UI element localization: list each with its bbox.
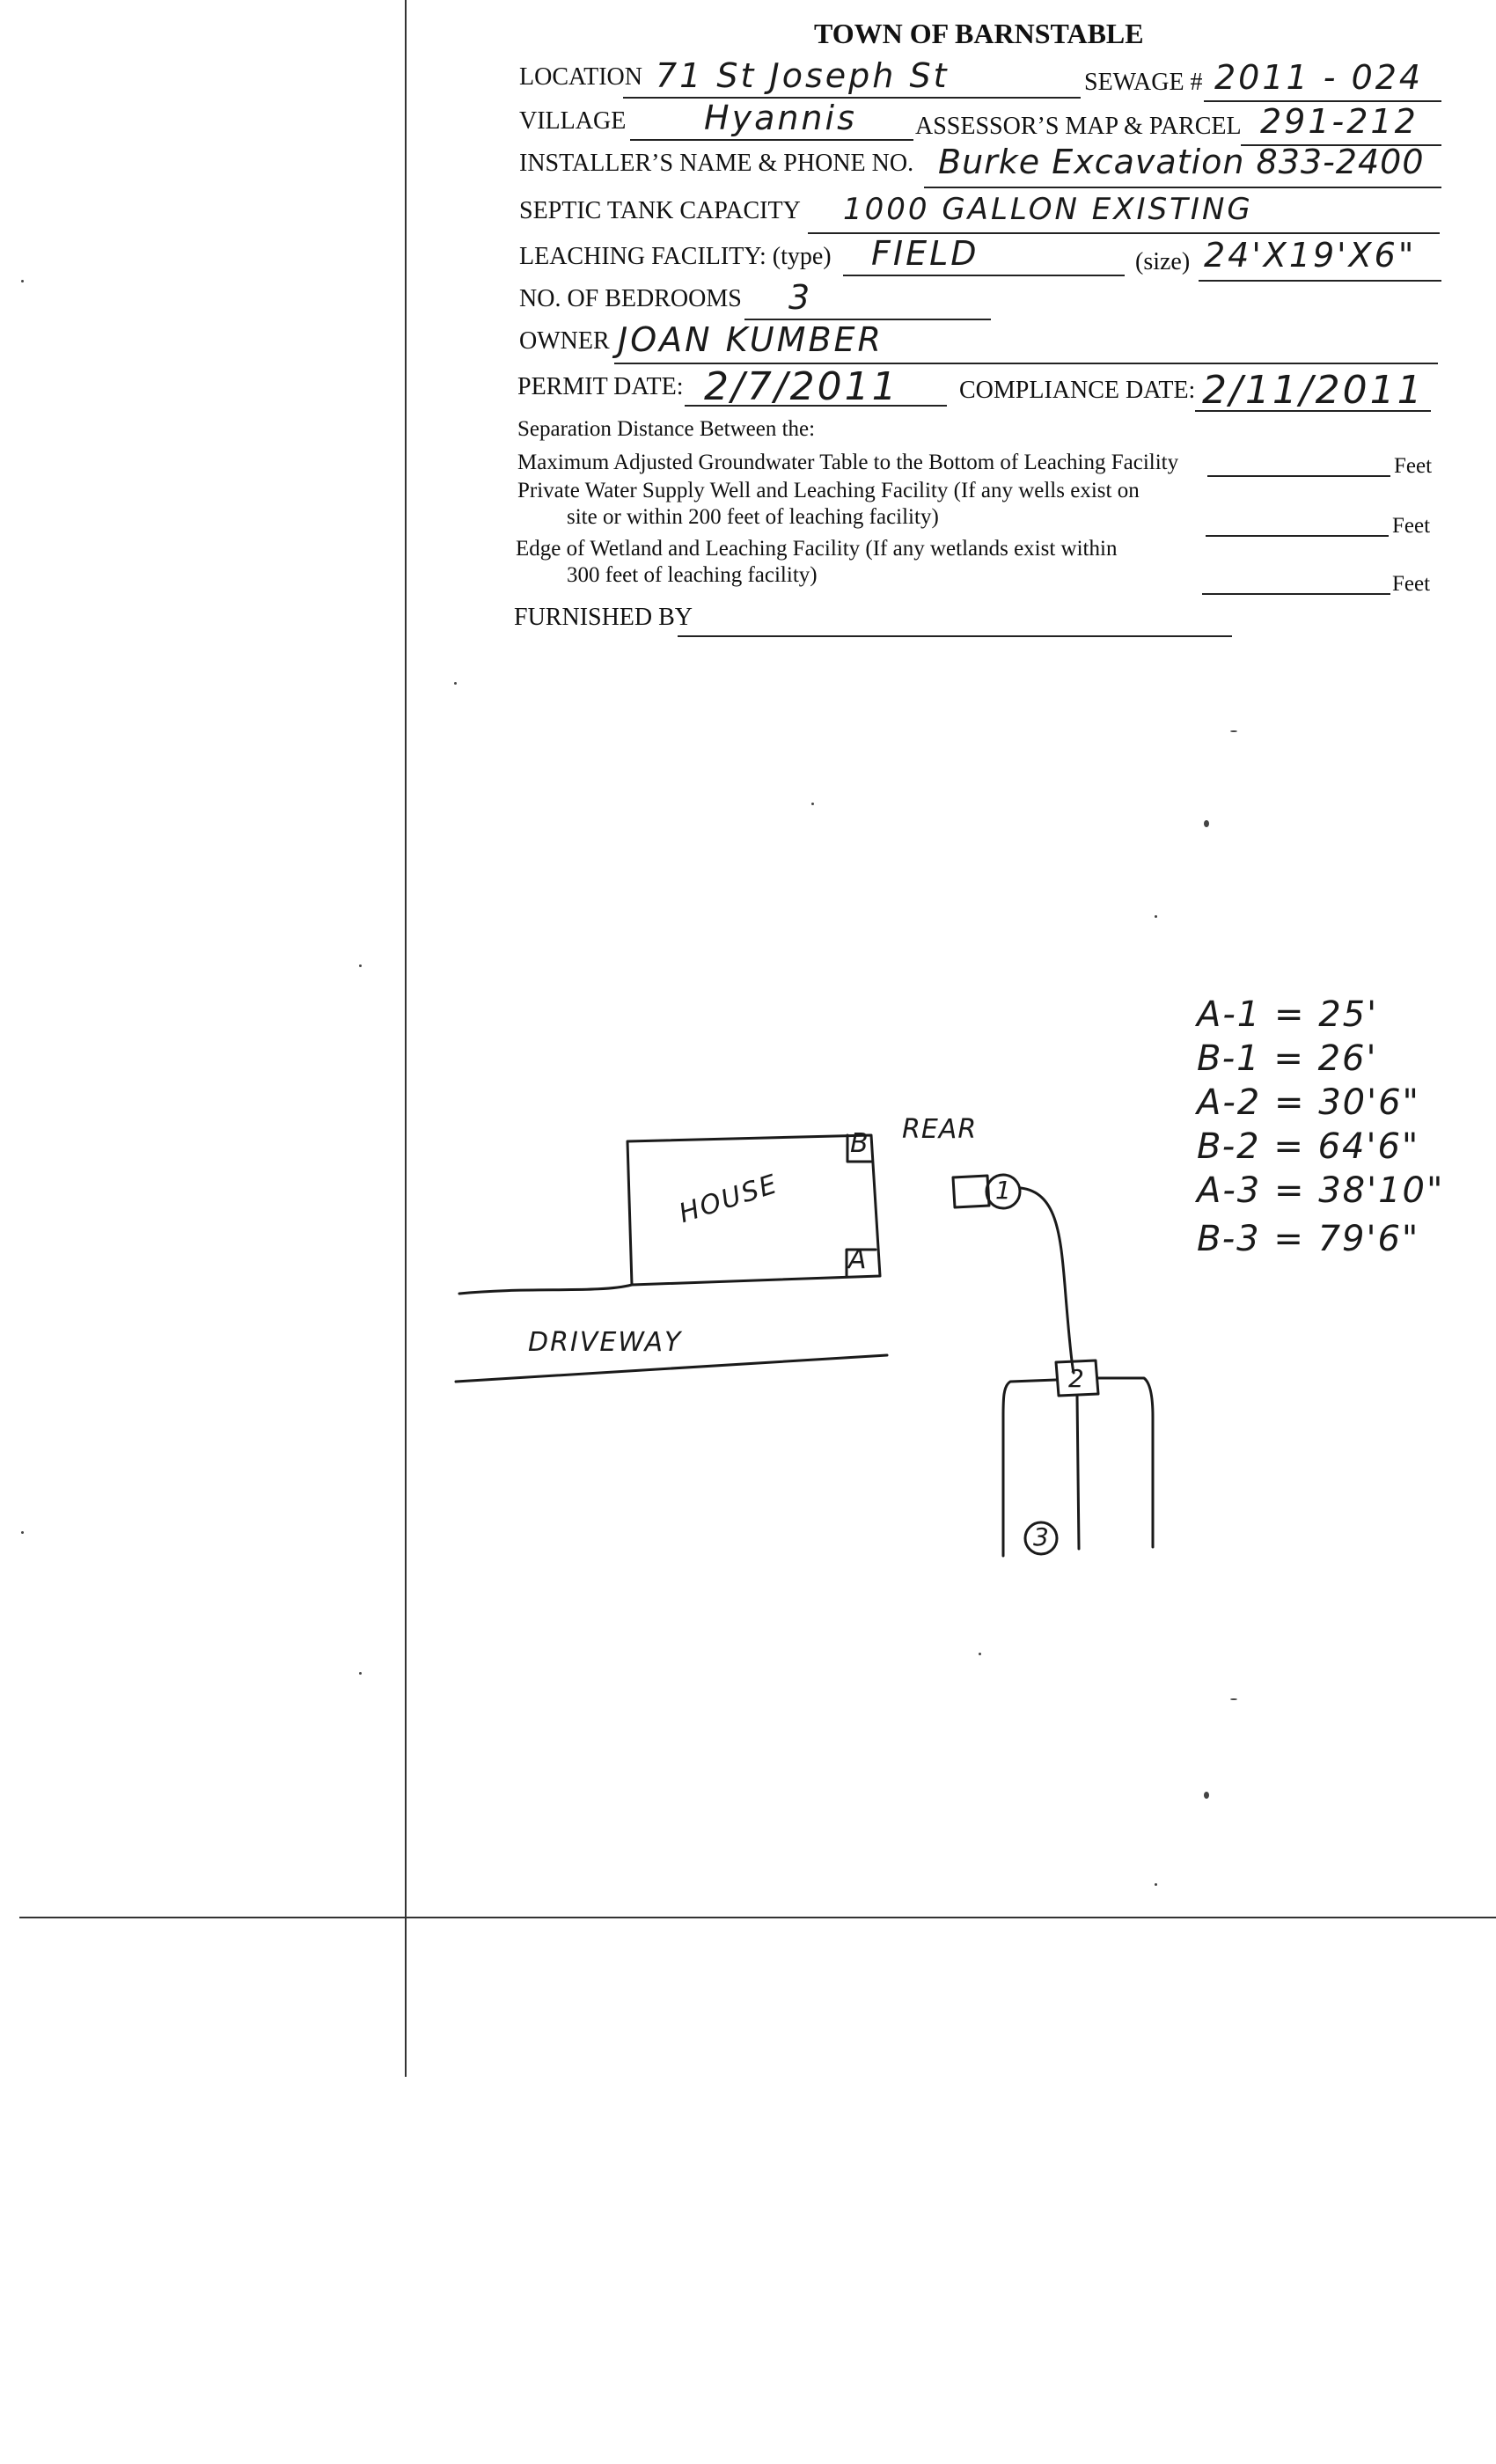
measurement-a3: A-3 = 38'10" [1197, 1170, 1445, 1211]
house-label: HOUSE [675, 1168, 782, 1230]
property-line-upper [459, 1285, 632, 1294]
tank-one-box [953, 1176, 989, 1207]
tank-value: 1000 GALLON EXISTING [843, 192, 1253, 227]
permit-value: 2/7/2011 [704, 364, 899, 409]
measurement-b2: B-2 = 64'6" [1197, 1126, 1420, 1167]
separation-well-line1: Private Water Supply Well and Leaching Facility (If any wells exist on [517, 479, 1140, 502]
wetland-feet-line [1202, 593, 1390, 595]
well-feet-line [1206, 535, 1389, 537]
driveway-label: DRIVEWAY [528, 1327, 683, 1358]
scan-speck [979, 1653, 981, 1655]
separation-heading: Separation Distance Between the: [517, 417, 816, 441]
measurement-a2: A-2 = 30'6" [1197, 1082, 1420, 1123]
measurement-b3: B-3 = 79'6" [1197, 1219, 1420, 1259]
measurement-a1: A-1 = 25' [1197, 994, 1379, 1035]
house-outline [627, 1135, 880, 1285]
groundwater-feet-line [1207, 475, 1390, 477]
furnished-label: FURNISHED BY [514, 604, 693, 631]
scan-speck [21, 1531, 24, 1534]
location-label: LOCATION [519, 63, 642, 91]
permit-label: PERMIT DATE: [517, 373, 684, 400]
leaching-value: FIELD [871, 234, 979, 273]
separation-groundwater: Maximum Adjusted Groundwater Table to the Bottom of Leaching Facility [517, 451, 1179, 474]
field-right-trench [1098, 1378, 1153, 1547]
measurement-b1: B-1 = 26' [1197, 1038, 1378, 1079]
compliance-label: COMPLIANCE DATE: [959, 377, 1196, 404]
pipe-line [1021, 1188, 1074, 1373]
separation-wetland-line2: 300 feet of leaching facility) [567, 563, 818, 587]
mark-three-label: 3 [1033, 1522, 1049, 1551]
scan-speck [1155, 1883, 1157, 1886]
scan-speck [454, 682, 457, 685]
furnished-line [678, 635, 1232, 637]
owner-value: JOAN KUMBER [618, 320, 884, 359]
scan-speck [359, 1672, 362, 1675]
scan-speck [1204, 820, 1209, 827]
scan-speck [1230, 1698, 1237, 1700]
bottom-edge-line [19, 1917, 1496, 1918]
scan-speck [811, 803, 814, 805]
scan-speck [359, 964, 362, 967]
left-margin-line [405, 0, 407, 2077]
installer-value: Burke Excavation 833-2400 [938, 143, 1425, 181]
village-label: VILLAGE [519, 107, 627, 135]
installer-line [924, 187, 1441, 188]
sewage-label: SEWAGE # [1084, 69, 1203, 96]
scan-speck [21, 280, 24, 282]
location-value: 71 St Joseph St [656, 56, 950, 95]
separation-well-line2: site or within 200 feet of leaching facility) [567, 505, 939, 529]
size-value: 24'X19'X6" [1204, 236, 1417, 275]
tank-label: SEPTIC TANK CAPACITY [519, 197, 801, 224]
assessor-label: ASSESSOR’S MAP & PARCEL [915, 113, 1242, 140]
corner-a-label: A [848, 1244, 869, 1275]
size-label: (size) [1135, 248, 1191, 275]
assessor-value: 291-212 [1260, 102, 1419, 141]
corner-b-label: B [850, 1128, 871, 1159]
separation-wetland-line1: Edge of Wetland and Leaching Facility (If any wetlands exist within [516, 537, 1118, 561]
leaching-label: LEACHING FACILITY: (type) [519, 243, 832, 270]
owner-label: OWNER [519, 327, 610, 355]
compliance-value: 2/11/2011 [1202, 368, 1425, 413]
sewage-value: 2011 - 024 [1214, 58, 1424, 97]
size-line [1199, 280, 1441, 282]
bedrooms-value: 3 [788, 278, 813, 317]
scan-speck [1230, 730, 1237, 732]
mark-two-label: 2 [1068, 1364, 1084, 1393]
form-title: TOWN OF BARNSTABLE [814, 18, 1144, 49]
mark-one-label: 1 [995, 1176, 1011, 1205]
well-feet-label: Feet [1392, 514, 1431, 538]
driveway-line [456, 1355, 887, 1382]
village-value: Hyannis [704, 99, 857, 137]
field-center-trench [1077, 1396, 1079, 1549]
wetland-feet-label: Feet [1392, 572, 1431, 596]
scan-speck [1204, 1792, 1209, 1799]
leaching-line [843, 275, 1125, 276]
rear-label: REAR [902, 1114, 978, 1145]
installer-label: INSTALLER’S NAME & PHONE NO. [519, 150, 914, 177]
scan-speck [1155, 915, 1157, 918]
bedrooms-label: NO. OF BEDROOMS [519, 285, 742, 312]
village-line [630, 139, 913, 141]
groundwater-feet-label: Feet [1394, 454, 1433, 478]
